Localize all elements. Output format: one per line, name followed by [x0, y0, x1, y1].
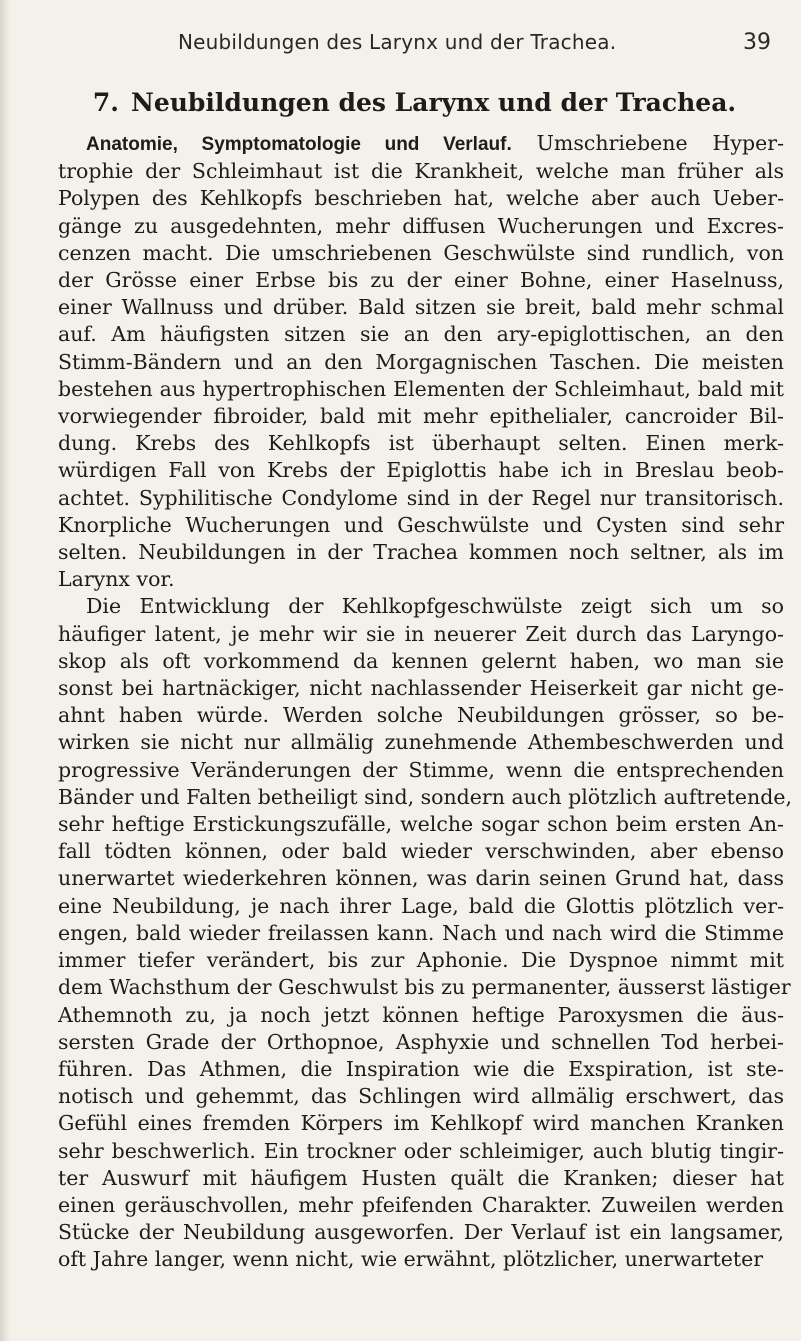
text-line: der Grösse einer Erbse bis zu der einer Bohne, einer Haselnuss,	[58, 268, 784, 293]
text-line: sonst bei hartnäckiger, nicht nachlassender Heiserkeit gar nicht ge-	[58, 676, 784, 701]
text-line: eine Neubildung, je nach ihrer Lage, bald die Glottis plötzlich ver-	[58, 893, 784, 918]
text-line: trophie der Schleimhaut ist die Krankheit, welche man früher als	[58, 159, 784, 184]
text-line: dem Wachsthum der Geschwulst bis zu permanenter, äusserst lästiger	[58, 975, 791, 1000]
page-number: 39	[743, 30, 771, 55]
text-line: würdigen Fall von Krebs der Epiglottis habe ich in Breslau beob-	[58, 458, 784, 483]
text-line	[58, 130, 784, 158]
text-line: Gefühl eines fremden Körpers im Kehlkopf wird manchen Kranken	[58, 1111, 784, 1136]
text-line: Polypen des Kehlkopfs beschrieben hat, welche aber auch Ueber-	[58, 186, 784, 211]
text-line: häufiger latent, je mehr wir sie in neuerer Zeit durch das Laryngo-	[58, 621, 784, 646]
text-line: dung. Krebs des Kehlkopfs ist überhaupt selten. Einen merk-	[58, 431, 784, 456]
text-line: Die Entwicklung der Kehlkopfgeschwülste zeigt sich um so	[86, 594, 784, 619]
text-line: selten. Neubildungen in der Trachea kommen noch seltner, als im	[58, 540, 784, 565]
text-line: gänge zu ausgedehnten, mehr diffusen Wucherungen und Excres-	[58, 213, 784, 238]
text-line: fall tödten können, oder bald wieder verschwinden, aber ebenso	[58, 839, 784, 864]
text-line: führen. Das Athmen, die Inspiration wie die Exspiration, ist ste-	[58, 1056, 784, 1081]
text-line: wirken sie nicht nur allmälig zunehmende Athembeschwerden und	[58, 730, 784, 755]
running-head-title: Neubildungen des Larynx und der Trachea.	[178, 30, 617, 54]
text-line: achtet. Syphilitische Condylome sind in der Regel nur transitorisch.	[58, 485, 784, 510]
text-line: Bänder und Falten betheiligt sind, sondern auch plötzlich auftretende,	[58, 784, 792, 809]
text-line: immer tiefer verändert, bis zur Aphonie. Die Dyspnoe nimmt mit	[58, 948, 784, 973]
text-line: einer Wallnuss und drüber. Bald sitzen sie breit, bald mehr schmal	[58, 295, 784, 320]
text-line: progressive Veränderungen der Stimme, wenn die entsprechenden	[58, 757, 784, 782]
paragraph-anatomie	[58, 130, 784, 593]
running-head	[58, 30, 771, 70]
text-line: engen, bald wieder freilassen kann. Nach und nach wird die Stimme	[58, 920, 784, 945]
section-heading	[58, 88, 771, 117]
text-line: unerwartet wiederkehren können, was darin seinen Grund hat, dass	[58, 866, 784, 891]
text-line: Stücke der Neubildung ausgeworfen. Der Verlauf ist ein langsamer,	[58, 1220, 784, 1245]
text-line: Larynx vor.	[58, 567, 175, 592]
text-line: Stimm-Bändern und an den Morgagnischen Taschen. Die meisten	[58, 349, 784, 374]
text-line: ter Auswurf mit häufigem Husten quält die Kranken; dieser hat	[58, 1165, 784, 1190]
section-title-text: Neubildungen des Larynx und der Trachea.	[131, 88, 737, 117]
text-line: einen geräuschvollen, mehr pfeifenden Charakter. Zuweilen werden	[58, 1192, 784, 1217]
run-in-heading: Anatomie, Symptomatologie und Verlauf.	[86, 134, 512, 155]
text-line: sersten Grade der Orthopnoe, Asphyxie und schnellen Tod herbei-	[58, 1029, 784, 1054]
text-line: Knorpliche Wucherungen und Geschwülste und Cysten sind sehr	[58, 512, 784, 537]
text-line: bestehen aus hypertrophischen Elementen der Schleimhaut, bald mit	[58, 376, 784, 401]
text-line: Athemnoth zu, ja noch jetzt können heftige Paroxysmen die äus-	[58, 1002, 784, 1027]
text-line: sehr heftige Erstickungszufälle, welche sogar schon beim ersten An-	[58, 812, 784, 837]
page-edge-shadow	[0, 0, 10, 1341]
text-line: vorwiegender fibroider, bald mit mehr epithelialer, cancroider Bil-	[58, 404, 784, 429]
text-line: skop als oft vorkommend da kennen gelernt haben, wo man sie	[58, 648, 784, 673]
text-line: ahnt haben würde. Werden solche Neubildungen grösser, so be-	[58, 703, 784, 728]
text-line: sehr beschwerlich. Ein trockner oder schleimiger, auch blutig tingir-	[58, 1138, 784, 1163]
paragraph-entwicklung	[58, 593, 792, 1273]
line-text: Umschriebene Hyper-	[511, 131, 784, 155]
body-text	[58, 130, 792, 1274]
text-line: auf. Am häufigsten sitzen sie an den ary-epiglottischen, an den	[58, 322, 784, 347]
text-line: notisch und gehemmt, das Schlingen wird allmälig erschwert, das	[58, 1084, 784, 1109]
text-line: cenzen macht. Die umschriebenen Geschwülste sind rundlich, von	[58, 240, 784, 265]
section-number: 7.	[92, 88, 119, 117]
text-line: oft Jahre langer, wenn nicht, wie erwähnt, plötzlicher, unerwarteter	[58, 1247, 764, 1272]
